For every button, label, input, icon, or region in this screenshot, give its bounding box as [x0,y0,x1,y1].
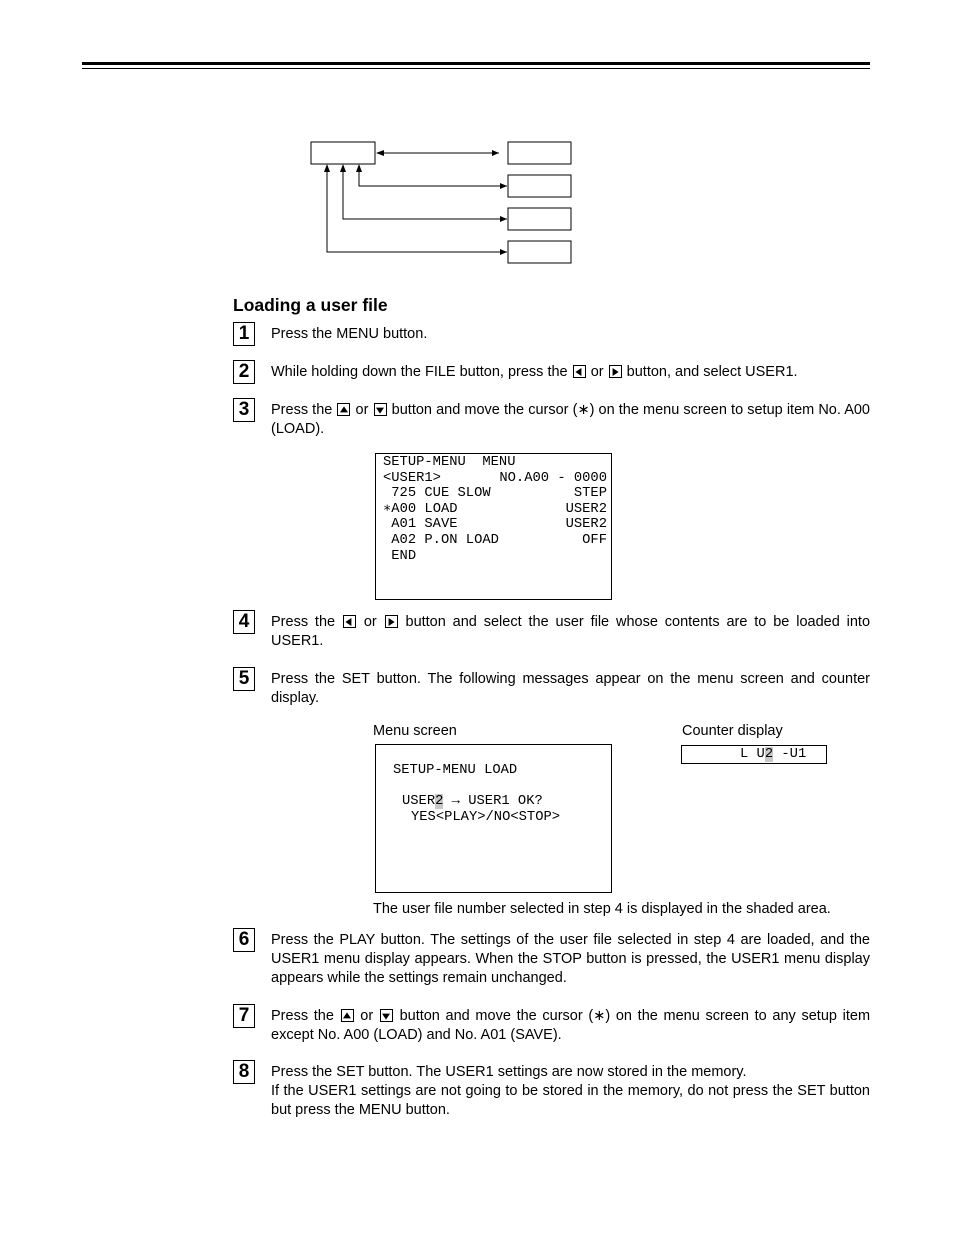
menu-item-row: A01 SAVE USER2 [383,517,607,533]
setup-menu-screen [375,453,612,600]
step-text: Press the MENU button. [271,326,428,342]
shaded-area-caption: The user file number selected in step 4 is displayed in the shaded area. [373,901,831,917]
menu-item-row: ∗A00 LOAD USER2 [383,501,607,517]
diagram-arrowhead-up-2 [356,164,362,172]
diagram-arrowhead-up-3 [340,164,346,172]
diagram-target-box-3 [508,208,571,230]
down-arrow-button-icon [374,403,387,416]
section-title: Loading a user file [233,295,388,315]
diagram-arrowhead-up-4 [324,164,330,172]
blank-line [393,779,611,795]
diagram-arrow-2 [359,172,507,186]
step-number: 1 [233,322,255,346]
load-confirm-line: USER2 → USER1 OK? [402,794,543,810]
step-1 [233,322,870,344]
counter-display-label: Counter display [682,723,783,739]
step-text: Press the or button and move the cursor (∗) on the menu screen to any setup item except No. A00 (LOAD) and No. A01 (SAVE). [271,1008,871,1043]
step-text: Press the or button and select the user file whose contents are to be loaded into USER1. [271,614,871,649]
load-menu-screen [375,744,612,893]
step-8 [233,1060,870,1120]
diagram-arrow-4 [327,172,507,252]
step-text: Press the SET button. The USER1 settings are now stored in the memory. If the USER1 settings are not going to be stored in the memory, do not press the SET button but press the MENU button. [271,1064,870,1118]
shaded-counter-number: 2 [764,747,774,762]
step-text: While holding down the FILE button, press the or button, and select USER1. [271,364,798,380]
step-number: 6 [233,928,255,952]
counter-display: L U2 -U1 [681,745,827,764]
step-number: 2 [233,360,255,384]
load-title-line: SETUP-MENU LOAD [393,763,518,778]
menu-item-row: A02 P.ON LOAD OFF [383,532,607,548]
right-arrow-button-icon [609,365,622,378]
step-text: Press the SET button. The following messages appear on the menu screen and counter display. [271,671,870,706]
menu-screen-label: Menu screen [373,723,457,739]
diagram-target-box-2 [508,175,571,197]
step-4 [233,610,870,651]
step-text: Press the PLAY button. The settings of the user file selected in step 4 are loaded, and the USER1 menu display appears. When the STOP button is pressed, the USER1 menu display appears while the settings remain unchanged. [271,932,870,986]
user-file-flow-diagram [0,0,954,300]
step-6 [233,928,870,988]
step-5 [233,667,870,708]
up-arrow-button-icon [341,1009,354,1022]
step-number: 7 [233,1004,255,1028]
left-arrow-button-icon [343,615,356,628]
step-2 [233,360,870,382]
shaded-user-number: 2 [435,794,444,810]
down-arrow-button-icon [380,1009,393,1022]
step-7 [233,1004,870,1045]
menu-title-line: SETUP-MENU MENU [383,455,516,470]
menu-user-line: <USER1> NO.A00 - 0000 [383,470,607,486]
step-number: 3 [233,398,255,422]
step-text: Press the or button and move the cursor (∗) on the menu screen to setup item No. A00 (LOAD). [271,402,870,437]
step-3 [233,398,870,439]
step-number: 4 [233,610,255,634]
menu-item-row: 725 CUE SLOW STEP [383,486,607,502]
diagram-target-box-4 [508,241,571,263]
diagram-arrowhead-left [376,150,384,156]
menu-end-line: END [383,548,417,564]
up-arrow-button-icon [337,403,350,416]
load-options-line: YES<PLAY>/NO<STOP> [411,809,561,825]
step-number: 5 [233,667,255,691]
step-number: 8 [233,1060,255,1084]
diagram-target-box-1 [508,142,571,164]
diagram-source-box [311,142,375,164]
right-arrow-button-icon [385,615,398,628]
diagram-arrow-3 [343,172,507,219]
left-arrow-button-icon [573,365,586,378]
